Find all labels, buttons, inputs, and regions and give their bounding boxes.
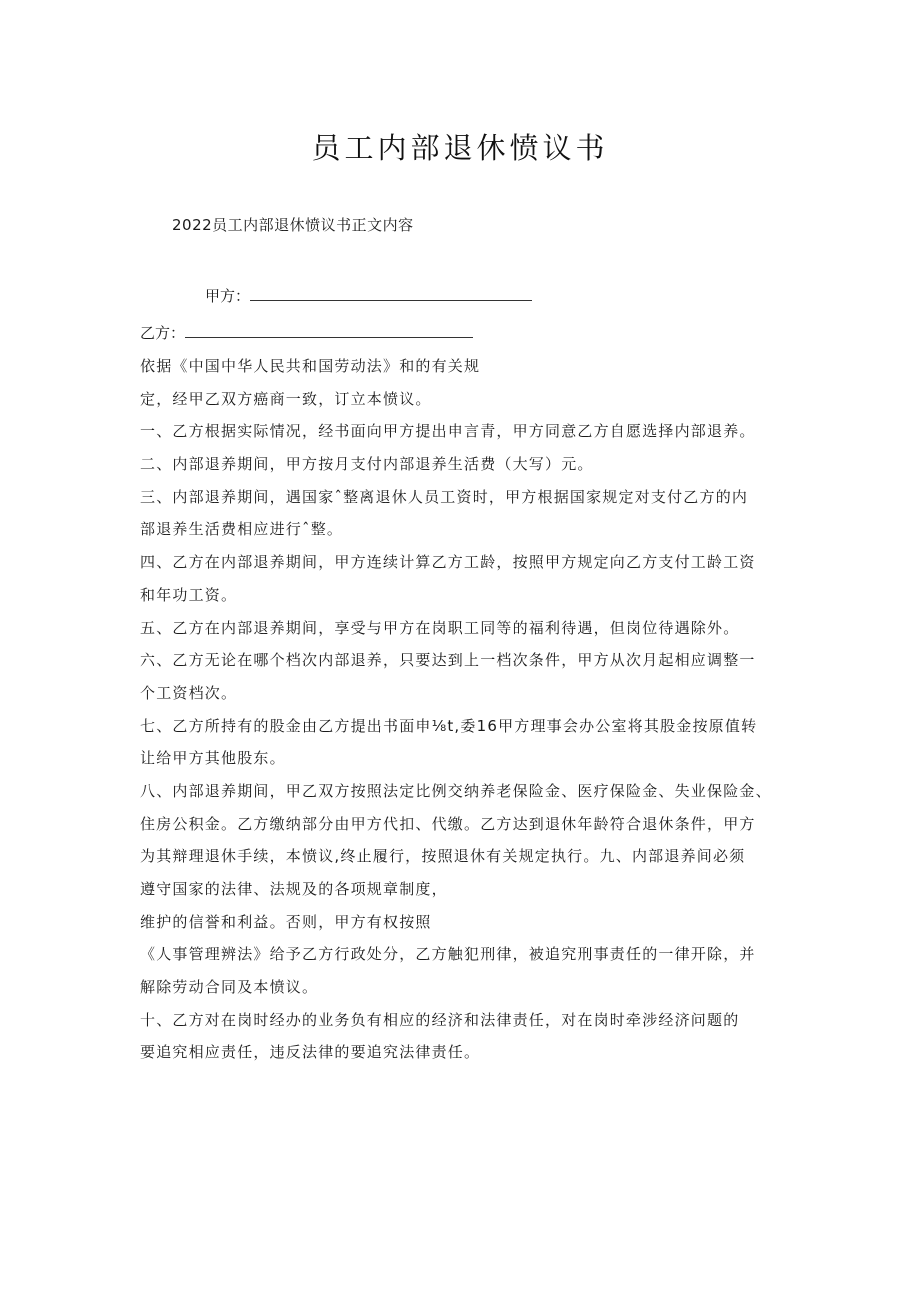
body-line: 解除劳动合同及本愤议。 (140, 978, 319, 997)
body-line: 个工资档次。 (140, 683, 238, 702)
party-a-field (205, 285, 532, 306)
body-line: 六、乙方无论在哪个档次内部退养，只要达到上一档次条件，甲方从次月起相应调整一 (140, 651, 756, 670)
document-body (140, 355, 800, 1074)
body-line: 二、内部退养期间，甲方按月支付内部退养生活费（大写）元。 (140, 455, 594, 474)
body-line: 五、乙方在内部退养期间，享受与甲方在岗职工同等的福利待遇，但岗位待遇除外。 (140, 618, 740, 637)
body-line: 四、乙方在内部退养期间，甲方连续计算乙方工龄，按照甲方规定向乙方支付工龄工资 (140, 553, 756, 572)
body-line: 三、内部退养期间，遇国家ˆ整离退休人员工资时，甲方根据国家规定对支付乙方的内 (140, 487, 749, 506)
body-line: 住房公积金。乙方缴纳部分由甲方代扣、代缴。乙方达到退休年龄符合退休条件，甲方 (140, 814, 756, 833)
body-line: 要追究相应责任，违反法律的要追究法律责任。 (140, 1043, 481, 1062)
party-a-label: 甲方： (205, 287, 251, 305)
body-line: 维护的信誉和利益。否则，甲方有权按照 (140, 912, 432, 931)
document-title: 员工内部退休愤议书 (311, 131, 609, 165)
party-b-label: 乙方： (140, 324, 186, 342)
body-line: 七、乙方所持有的股金由乙方提出书面申⅛t,委16甲方理事会办公室将其股金按原值转 (140, 716, 758, 735)
party-b-field (140, 322, 473, 343)
body-line: 《人事管理辨法》给予乙方行政处分，乙方触犯刑律，被追究刑事责任的一律开除，并 (140, 945, 756, 964)
document-subtitle: 2022员工内部退休愤议书正文内容 (172, 216, 414, 234)
body-line: 遵守国家的法律、法规及的各项规章制度， (140, 880, 448, 898)
party-a-blank (250, 285, 532, 301)
party-b-blank (185, 322, 473, 338)
body-line: 一、乙方根据实际情况，经书面向甲方提出申言青，甲方同意乙方自愿选择内部退养。 (140, 422, 756, 441)
body-line: 让给甲方其他股东。 (140, 749, 286, 768)
body-line: 为其辩理退休手续，本愤议,终止履行，按照退休有关规定执行。九、内部退养间必须 (140, 847, 746, 866)
body-line: 部退养生活费相应进行ˆ整。 (140, 520, 344, 539)
body-line: 八、内部退养期间，甲乙双方按照法定比例交纳养老保险金、医疗保险金、失业保险金、 (140, 781, 772, 800)
body-line: 和年功工资。 (140, 585, 238, 604)
body-line: 依据《中国中华人民共和国劳动法》和的有关规 (140, 357, 481, 375)
body-line: 十、乙方对在岗时经办的业务负有相应的经济和法律责任，对在岗时牵涉经济问题的 (140, 1010, 740, 1029)
body-line: 定，经甲乙双方癌商一致，订立本愤议。 (140, 389, 432, 408)
